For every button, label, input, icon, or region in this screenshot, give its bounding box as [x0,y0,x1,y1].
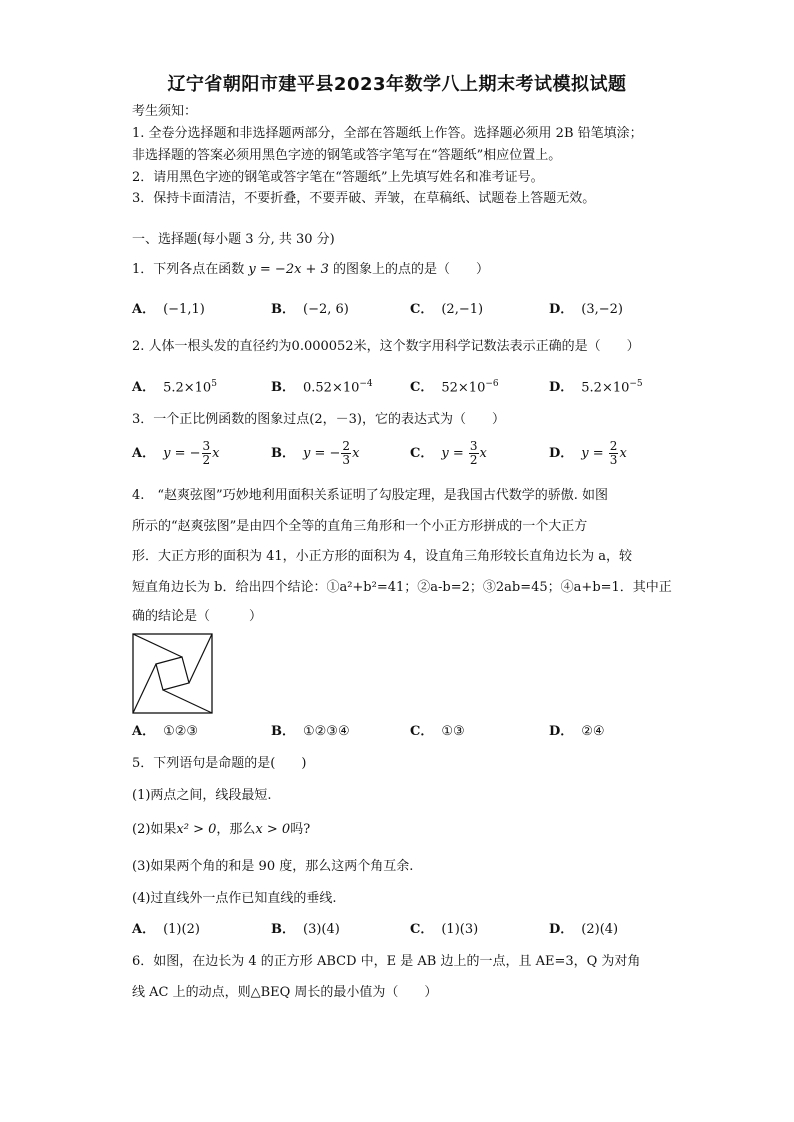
q5-option-d: D． (2)(4) [549,922,619,937]
q4-option-d: D． ②④ [549,724,605,739]
q4-option-b: B． ①②③④ [271,724,350,739]
q1-option-b: B． (−2, 6) [271,302,349,317]
q4-option-a: A． ①②③ [132,724,199,739]
q4-line-3: 形．大正方形的面积为 41，小正方形的面积为 4，设直角三角形较长直角边长为 a，较 [132,549,632,564]
section-heading: 一、选择题(每小题 3 分, 共 30 分) [132,232,335,247]
q6-line-2: 线 AC 上的动点，则△BEQ 周长的最小值为（ ） [132,985,438,1000]
q4-line-5: 确的结论是（ ） [132,609,263,624]
q6-line-1: 6．如图，在边长为 4 的正方形 ABCD 中，E 是 AB 边上的一点，且 AE=3，Q 为对角 [132,954,641,969]
notice-item-2: 2．请用黑色字迹的钢笔或答字笔在“答题纸”上先填写姓名和准考证号。 [132,170,544,185]
q4-option-c: C． ①③ [410,724,465,739]
q5-option-c: C． (1)(3) [410,922,479,937]
q4-line-4: 短直角边长为 b．给出四个结论：①a²+b²=41；②a-b=2；③2ab=45；④a+b=1．其中正 [132,580,672,595]
q5-statement-3: (3)如果两个角的和是 90 度，那么这两个角互余. [132,859,414,874]
q1-function: y = −2x + 3 [248,262,329,277]
q5-option-b: B． (3)(4) [271,922,340,937]
question-5: 5．下列语句是命题的是( ) [132,756,307,771]
q1-option-c: C． (2,−1) [410,302,484,317]
q2-prefix: 2. 人体一根头发的直径约为 [132,339,292,354]
q3-option-d: D． y = $\frac{2}{3}$ x [549,439,627,467]
q5-statement-2: (2)如果x² > 0，那么x > 0吗? [132,822,311,837]
notice-heading: 考生须知： [132,104,198,119]
q1-prefix: 1．下列各点在函数 [132,262,245,277]
q1-option-d: D． (3,−2) [549,302,623,317]
q2-suffix: 米，这个数字用科学记数法表示正确的是（ ） [353,339,640,354]
question-2 [132,339,640,355]
q3-option-a: A． y = − $\frac{3}{2}$ x [132,439,220,467]
q3-option-c: C． y = $\frac{3}{2}$ x [410,439,487,467]
q2-option-c: C． $52\times 10^{-6}$ [410,379,499,396]
q2-option-d: D． $5.2\times 10^{-5}$ [549,379,643,396]
q1-suffix: 的图象上的点的是（ ） [333,262,490,277]
q1-option-a: A． (−1,1) [132,302,205,317]
q2-option-b: B． $0.52\times 10^{-4}$ [271,379,373,396]
notice-item-1: 1. 全卷分选择题和非选择题两部分，全部在答题纸上作答。选择题必须用 2B 铅笔填涂； [132,126,643,141]
question-3: 3．一个正比例函数的图象过点(2，－3)，它的表达式为（ ） [132,412,505,427]
q5-option-a: A． (1)(2) [132,922,200,937]
q2-option-a: A． $5.2\times 10^5$ [132,379,217,396]
question-1 [132,262,489,278]
q4-line-2: 所示的“赵爽弦图”是由四个全等的直角三角形和一个小正方形拼成的一个大正方 [132,519,588,534]
page-title: 辽宁省朝阳市建平县2023年数学八上期末考试模拟试题 [167,74,627,95]
q5-statement-4: (4)过直线外一点作已知直线的垂线. [132,891,337,906]
q2-number: 0.000052 [291,339,354,354]
notice-item-1-cont: 非选择题的答案必须用黑色字迹的钢笔或答字笔写在“答题纸”相应位置上。 [132,148,562,163]
q5-statement-1: (1)两点之间，线段最短. [132,788,272,803]
q4-line-1: 4. “赵爽弦图”巧妙地利用面积关系证明了勾股定理，是我国古代数学的骄傲. 如图 [132,488,608,503]
q3-option-b: B． y = − $\frac{2}{3}$ x [271,439,360,467]
notice-item-3: 3．保持卡面清洁，不要折叠，不要弄破、弄皱，在草稿纸、试题卷上答题无效。 [132,191,596,206]
zhao-shuang-diagram [132,633,214,715]
